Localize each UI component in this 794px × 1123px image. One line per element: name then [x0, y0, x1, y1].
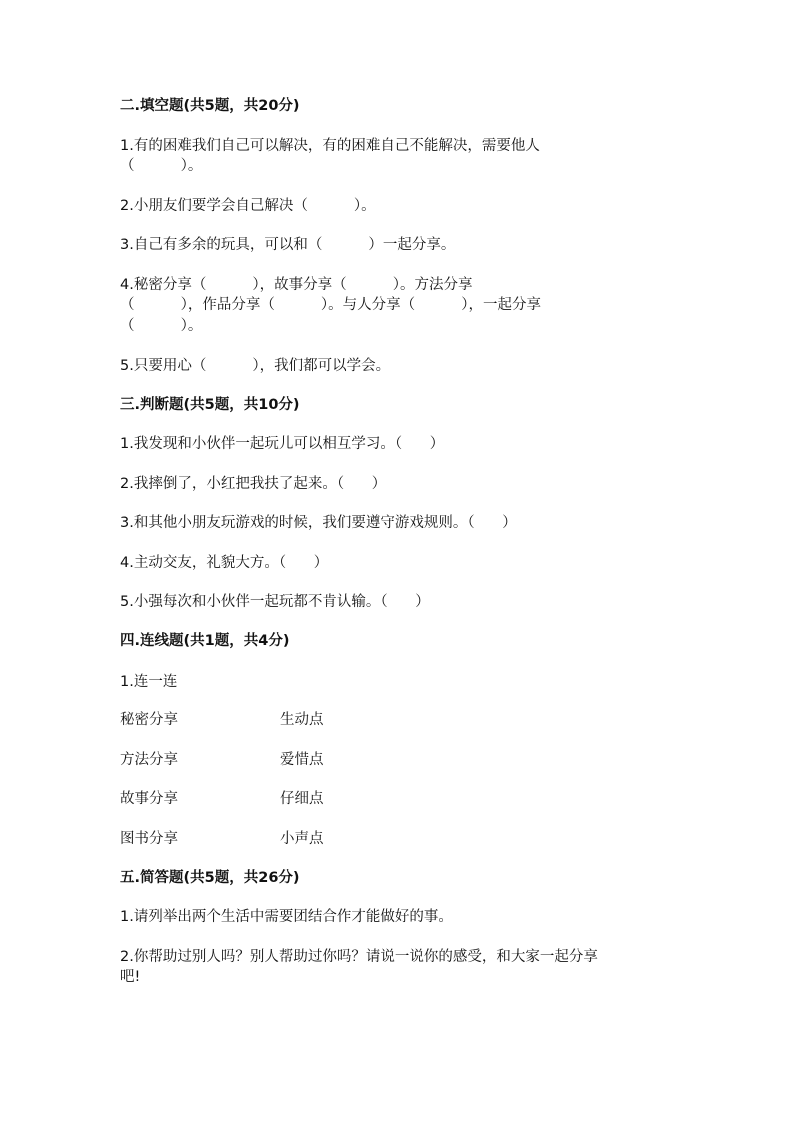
question-text: （ ）。: [120, 318, 203, 334]
match-left-item: 故事分享: [120, 791, 178, 807]
question-text: 4.主动交友，礼貌大方。（ ）: [120, 555, 329, 571]
question-text: （ ）。: [120, 158, 203, 174]
question-text: 1.连一连: [120, 674, 178, 690]
match-right-item: 仔细点: [280, 791, 324, 807]
match-left-item: 秘密分享: [120, 712, 178, 728]
question-text: 2.你帮助过别人吗？别人帮助过你吗？请说一说你的感受，和大家一起分享: [120, 949, 598, 965]
match-left-item: 图书分享: [120, 831, 178, 847]
question-text: 2.我摔倒了，小红把我扶了起来。（ ）: [120, 476, 387, 492]
section-heading-fill-blank: 二.填空题(共5题，共20分): [120, 98, 300, 114]
section-heading-short-answer: 五.简答题(共5题，共26分): [120, 870, 300, 886]
question-text: 5.小强每次和小伙伴一起玩都不肯认输。（ ）: [120, 594, 430, 610]
match-right-item: 爱惜点: [280, 752, 324, 768]
question-text: 1.有的困难我们自己可以解决，有的困难自己不能解决，需要他人: [120, 138, 540, 154]
question-text: 3.自己有多余的玩具，可以和（ ）一起分享。: [120, 237, 456, 253]
section-heading-matching: 四.连线题(共1题，共4分): [120, 633, 290, 649]
match-left-item: 方法分享: [120, 752, 178, 768]
question-text: 1.我发现和小伙伴一起玩儿可以相互学习。（ ）: [120, 436, 445, 452]
question-text: 4.秘密分享（ ），故事分享（ ）。方法分享: [120, 277, 473, 293]
match-right-item: 小声点: [280, 831, 324, 847]
match-right-item: 生动点: [280, 712, 324, 728]
question-text: 1.请列举出两个生活中需要团结合作才能做好的事。: [120, 909, 453, 925]
question-text: （ ），作品分享（ ）。与人分享（ ），一起分享: [120, 297, 542, 313]
question-text: 3.和其他小朋友玩游戏的时候，我们要遵守游戏规则。（ ）: [120, 515, 517, 531]
question-text: 5.只要用心（ ），我们都可以学会。: [120, 358, 391, 374]
question-text: 吧!: [120, 969, 141, 985]
question-text: 2.小朋友们要学会自己解决（ ）。: [120, 198, 376, 214]
section-heading-true-false: 三.判断题(共5题，共10分): [120, 397, 300, 413]
